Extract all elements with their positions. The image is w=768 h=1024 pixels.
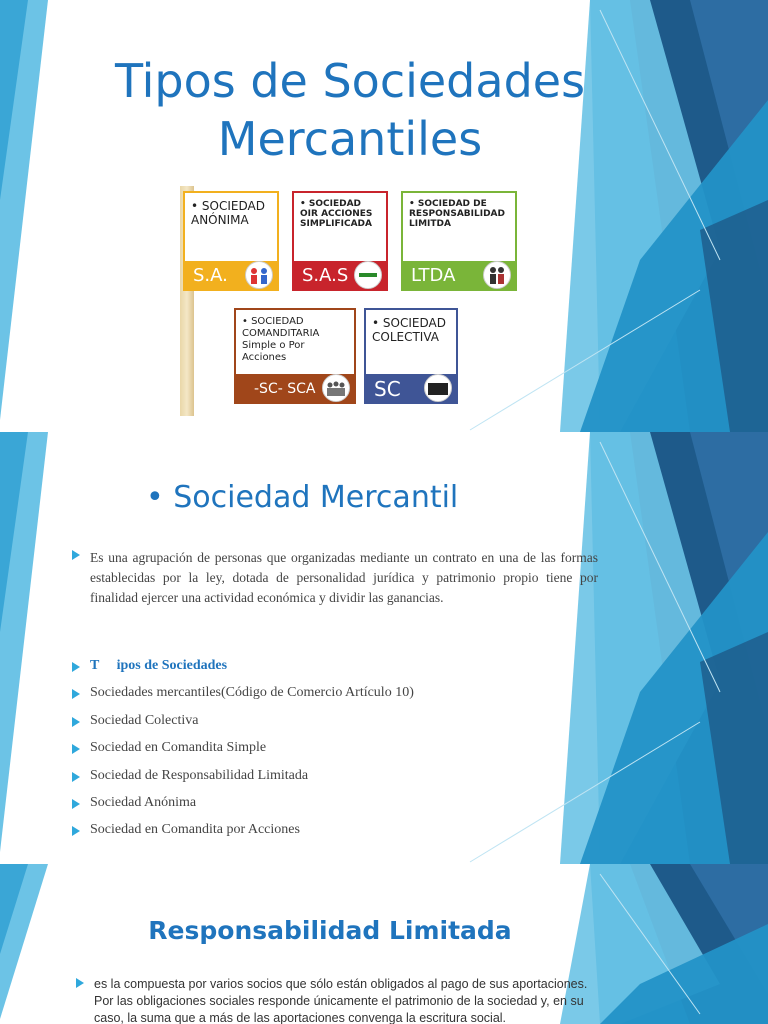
list-item: Sociedad Colectiva	[90, 713, 199, 728]
crowd-icon	[424, 374, 452, 402]
slide-2	[0, 432, 768, 864]
sociedades-graphic	[180, 186, 520, 416]
card-sc-text: • SOCIEDAD COLECTIVA	[372, 316, 446, 344]
card-sc-band: SC	[364, 374, 458, 404]
card-ltda-band: LTDA	[401, 261, 517, 291]
card-sca	[234, 308, 356, 404]
card-sca-band: -SC- SCA	[234, 374, 356, 404]
card-ltda-text: • SOCIEDAD DE RESPONSABILIDAD LIMITDA	[409, 199, 505, 229]
people-icon	[245, 261, 273, 289]
bullet-arrow-icon	[72, 826, 80, 836]
card-ltda	[401, 191, 517, 291]
sas-logo-icon	[354, 261, 382, 289]
card-sas	[292, 191, 388, 291]
list-item: Sociedad de Responsabilidad Limitada	[90, 768, 309, 783]
slide-heading: • Sociedad Mercantil	[146, 480, 459, 515]
slide-title: Tipos de Sociedades Mercantiles	[114, 54, 586, 166]
card-sca-text: • SOCIEDAD COMANDITARIA Simple o Por Acciones	[242, 316, 320, 363]
bullet-arrow-icon	[72, 717, 80, 727]
card-sa	[183, 191, 279, 291]
card-sa-band: S.A.	[183, 261, 279, 291]
list-header: T ipos de Sociedades	[90, 658, 228, 673]
group-icon	[322, 374, 350, 402]
list-item: Sociedad Anónima	[90, 795, 197, 810]
card-sa-text: • SOCIEDAD ANÓNIMA	[191, 199, 265, 227]
list-item: Sociedades mercantiles(Código de Comercio Artículo 10)	[90, 685, 414, 700]
card-sc	[364, 308, 458, 404]
bullet-arrow-icon	[72, 662, 80, 672]
definition-paragraph: es la compuesta por varios socios que sólo están obligados al pago de sus aportaciones. Por las obligaciones sociales responde únicamente el patrimonio de la sociedad y, en su caso, la suma que a más de las aportaciones convenga la escritura social.	[94, 977, 588, 1024]
bullet-arrow-icon	[72, 744, 80, 754]
card-sas-band: S.A.S	[292, 261, 388, 291]
bullet-arrow-icon	[72, 689, 80, 699]
business-people-icon	[483, 261, 511, 289]
slide-1	[0, 0, 768, 432]
bullet-arrow-icon	[76, 978, 84, 988]
bullet-arrow-icon	[72, 772, 80, 782]
bullet-arrow-icon	[72, 799, 80, 809]
definition-paragraph: Es una agrupación de personas que organizadas mediante un contrato en una de las formas establecidas por la ley, dotada de personalidad jurídica y patrimonio propio tiene por finalidad ejercer una actividad económica y dividir las ganancias.	[90, 550, 598, 605]
slide-3	[0, 864, 768, 1024]
list-item: Sociedad en Comandita Simple	[90, 740, 267, 755]
card-sas-text: • SOCIEDAD OIR ACCIONES SIMPLIFICADA	[300, 199, 373, 229]
bullet-arrow-icon	[72, 550, 80, 560]
slide-heading: Responsabilidad Limitada	[148, 916, 512, 945]
list-item: Sociedad en Comandita por Acciones	[90, 822, 300, 837]
